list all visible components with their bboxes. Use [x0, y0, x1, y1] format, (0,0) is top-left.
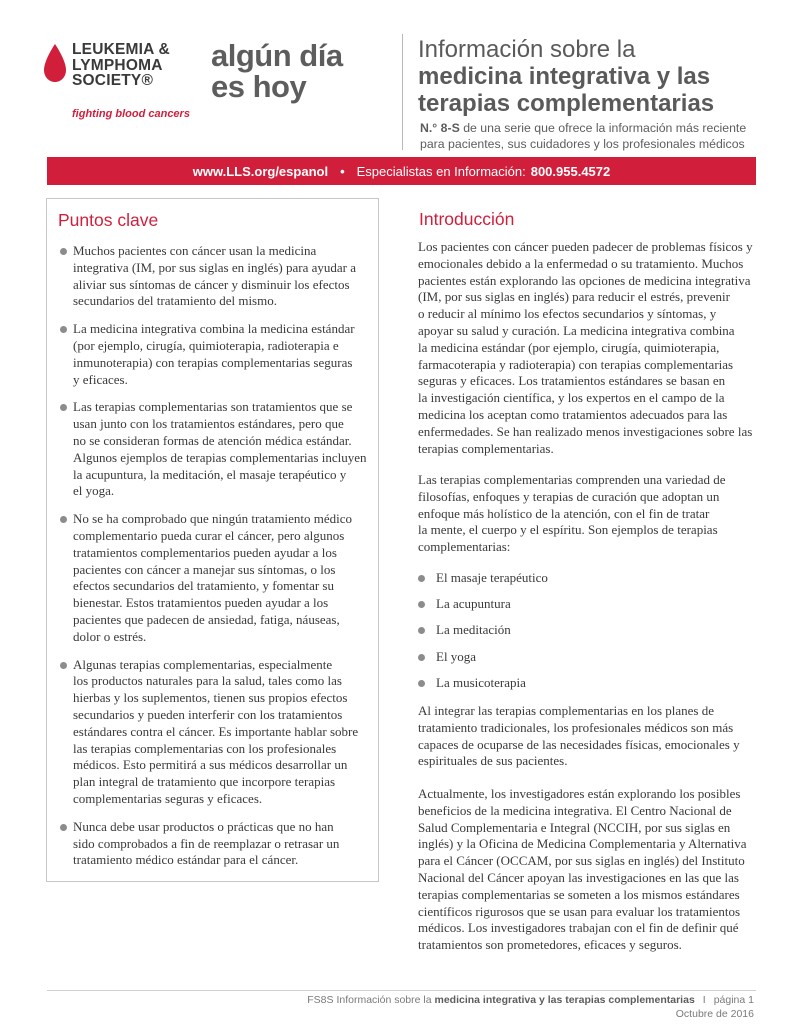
key-point-line: hierbas y los suplementos, tienen sus propios efectos — [73, 690, 348, 706]
key-points-heading: Puntos clave — [58, 210, 159, 230]
therapy-name: La meditación — [436, 622, 511, 638]
paragraph-line: inglés) y la Oficina de Medicina Complementaria y Alternativa — [418, 836, 747, 852]
bullet-icon — [418, 627, 425, 634]
bullet-icon — [418, 680, 425, 687]
organization-name-line: SOCIETY® — [72, 72, 154, 89]
lls-logo — [42, 42, 222, 122]
paragraph-line: beneficios de la medicina integrativa. El Centro Nacional de — [418, 802, 732, 818]
organization-tagline: fighting blood cancers — [72, 108, 190, 120]
paragraph-line: medicina los aceptan como tratamientos adecuados para las — [418, 406, 728, 422]
key-point-item — [60, 399, 372, 500]
key-point-line: no se consideran formas de atención médica estándar. — [73, 432, 352, 448]
paragraph-line: tratamientos son prometedores, eficaces y seguros. — [418, 937, 682, 953]
paragraph-line: terapias complementarias se someten a los mismos estándares — [418, 886, 740, 902]
key-point-line: No se ha comprobado que ningún tratamiento médico — [73, 511, 353, 527]
paragraph-line: (IM, por sus siglas en inglés) para reducir el estrés, prevenir — [418, 289, 730, 305]
key-point-line: la acupuntura, la meditación, el masaje terapéutico y — [73, 466, 347, 482]
paragraph-line: médicos. Los investigadores trabajan con el fin de definir qué — [418, 920, 739, 936]
document-title — [418, 36, 714, 117]
key-point-line: tratamiento médico estándar para el cáncer. — [73, 852, 299, 868]
key-point-item — [60, 321, 372, 388]
paragraph-line: farmacoterapia y radioterapia) con terapias complementarias — [418, 356, 734, 372]
bullet-icon — [60, 326, 67, 333]
key-point-line: Nunca debe usar productos o prácticas que no han — [73, 818, 334, 834]
key-point-line: efectos secundarios del tratamiento, y fomentar su — [73, 578, 334, 594]
organization-name-line: LYMPHOMA — [72, 56, 163, 74]
title-line: medicina integrativa y las — [418, 63, 711, 90]
key-point-line: complementario pueda curar el cáncer, pero algunos — [73, 527, 345, 543]
footer-topic: medicina integrativa y las terapias complementarias — [434, 994, 695, 1006]
paragraph-line: científicos rigurosos que se usan para evaluar los tratamientos — [418, 903, 741, 919]
key-point-line: y eficaces. — [73, 371, 128, 387]
therapy-list — [418, 570, 548, 701]
introduction-paragraph — [418, 239, 753, 457]
key-point-line: dolor o estrés. — [73, 628, 147, 644]
phone-number[interactable]: 800.955.4572 — [530, 163, 611, 179]
bullet-icon — [60, 404, 67, 411]
key-point-line: plan integral de tratamiento que incorpore terapias — [73, 774, 336, 790]
key-point-line: usan junto con los tratamientos estándares, pero que — [73, 416, 344, 432]
key-point-line: secundarios y pueden interferir con los tratamientos — [73, 706, 343, 722]
key-point-line: complementarias seguras y eficaces. — [73, 790, 263, 806]
bullet-icon — [60, 516, 67, 523]
title-line: terapias complementarias — [418, 90, 715, 117]
key-point-line: secundarios del tratamiento del mismo. — [73, 293, 277, 309]
key-point-line: estándares contra el cáncer. Es importante hablar sobre — [73, 723, 359, 739]
series-number: N.° 8-S — [420, 121, 460, 135]
publication-date: Octubre de 2016 — [675, 1008, 754, 1020]
therapy-name: La musicoterapia — [436, 674, 526, 690]
bullet-icon — [60, 248, 67, 255]
key-point-line: Algunos ejemplos de terapias complementarias incluyen — [73, 449, 367, 465]
key-point-line: el yoga. — [73, 483, 115, 499]
paragraph-line: pacientes están explorando las opciones de medicina integrativa — [418, 272, 751, 288]
series-description-line — [420, 121, 765, 137]
slogan — [211, 40, 343, 102]
paragraph-line: Las terapias complementarias comprenden una variedad de — [418, 472, 726, 487]
key-point-line: Algunas terapias complementarias, especialmente — [73, 656, 333, 672]
key-point-line: pacientes que padecen de ansiedad, fatiga, náuseas, — [73, 611, 340, 627]
paragraph-line: seguras y eficaces. Los tratamientos estándares se basan en — [418, 373, 726, 389]
series-description-text: de una serie que ofrece la información más reciente — [459, 121, 747, 135]
therapy-item — [418, 570, 548, 596]
contact-separator: • — [340, 163, 345, 179]
paragraph-line: tratamiento tradicionales, los profesionales médicos son más — [418, 719, 734, 735]
key-points-box — [46, 198, 379, 882]
organization-name — [72, 42, 170, 89]
key-point-line: los productos naturales para la salud, tales como las — [73, 673, 342, 689]
therapy-name: El masaje terapéutico — [436, 570, 548, 585]
therapy-item — [418, 622, 548, 648]
key-point-line: integrativa (IM, por sus siglas en inglés) para ayudar a — [73, 259, 357, 275]
introduction-paragraph — [418, 786, 747, 954]
paragraph-line: Actualmente, los investigadores están explorando los posibles — [418, 786, 741, 801]
key-point-line: las terapias complementarias con los profesionales — [73, 740, 337, 756]
paragraph-line: capaces de ocuparse de las necesidades físicas, emocionales y — [418, 736, 740, 752]
introduction-paragraph — [418, 703, 740, 770]
paragraph-line: para el Cáncer (OCCAM, por sus siglas en inglés) del Instituto — [418, 853, 745, 869]
therapy-name: El yoga — [436, 648, 477, 664]
footer-separator: I — [702, 994, 706, 1006]
key-point-item — [60, 243, 372, 310]
therapy-item — [418, 649, 548, 675]
footer-divider — [47, 990, 756, 991]
bullet-icon — [60, 662, 67, 669]
paragraph-line: o reducir al mínimo los efectos secundarios y síntomas, y — [418, 306, 717, 322]
footer-prefix: FS8S Información sobre la — [307, 994, 435, 1006]
footer-line — [307, 994, 754, 1006]
website-link[interactable]: www.LLS.org/espanol — [192, 163, 329, 179]
therapy-item — [418, 675, 548, 701]
paragraph-line: emocionales debido a la enfermedad o su tratamiento. Muchos — [418, 255, 744, 271]
key-point-line: médicos. Esto permitirá a sus médicos desarrollar un — [73, 757, 348, 773]
bullet-icon — [418, 601, 425, 608]
organization-name-line: LEUKEMIA & — [72, 41, 170, 58]
paragraph-line: espirituales de sus pacientes. — [418, 753, 568, 769]
therapy-name: La acupuntura — [436, 596, 511, 612]
key-point-line: (por ejemplo, cirugía, quimioterapia, radioterapia e — [73, 337, 339, 353]
introduction-heading: Introducción — [419, 209, 515, 229]
paragraph-line: la mente, el cuerpo y el espíritu. Son ejemplos de terapias — [418, 522, 718, 538]
key-point-item — [60, 511, 372, 645]
bullet-icon — [418, 575, 425, 582]
key-point-item — [60, 819, 372, 869]
key-point-line: bienestar. Estos tratamientos pueden ayudar a los — [73, 595, 329, 611]
bullet-icon — [60, 824, 67, 831]
key-point-line: Muchos pacientes con cáncer usan la medicina — [73, 243, 317, 258]
therapy-item — [418, 596, 548, 622]
paragraph-line: Nacional del Cáncer apoyan las investigaciones en las que las — [418, 869, 739, 885]
title-line: Información sobre la — [418, 36, 636, 63]
key-point-line: aliviar sus síntomas de cáncer y disminuir los efectos — [73, 276, 350, 292]
series-description — [420, 121, 765, 152]
paragraph-line: Salud Complementaria e Integral (NCCIH, por sus siglas en — [418, 819, 731, 835]
header-divider — [402, 34, 403, 150]
introduction-paragraph — [418, 472, 726, 556]
contact-bar — [47, 157, 756, 185]
paragraph-line: la investigación científica, y los expertos en el campo de la — [418, 390, 725, 406]
paragraph-line: enfoque más holístico de la atención, con el fin de tratar — [418, 505, 710, 521]
key-point-line: inmunoterapia) con terapias complementarias seguras — [73, 354, 353, 370]
series-description-line: para pacientes, sus cuidadores y los profesionales médicos — [420, 136, 745, 151]
key-point-line: tratamientos complementarios pueden ayudar a los — [73, 544, 337, 560]
key-points-list — [60, 243, 372, 880]
key-point-line: Las terapias complementarias son tratamientos que se — [73, 399, 353, 415]
key-point-line: La medicina integrativa combina la medicina estándar — [73, 321, 355, 337]
key-point-line: pacientes con cáncer a manejar sus síntomas, o los — [73, 561, 336, 577]
slogan-line: es hoy — [211, 69, 307, 104]
paragraph-line: la medicina estándar (por ejemplo, cirugía, quimioterapia, — [418, 339, 720, 355]
paragraph-line: apoyar su salud y curación. La medicina integrativa combina — [418, 322, 735, 338]
paragraph-line: complementarias: — [418, 539, 511, 555]
paragraph-line: enfermedades. Se han realizado menos investigaciones sobre las — [418, 423, 753, 439]
specialists-label: Especialistas en Información: — [356, 163, 526, 179]
blood-drop-icon — [42, 42, 68, 86]
slogan-line: algún día — [211, 38, 343, 73]
key-point-line: sido comprobados a fin de reemplazar o retrasar un — [73, 835, 340, 851]
key-point-item — [60, 657, 372, 808]
page-number: página 1 — [713, 994, 754, 1006]
bullet-icon — [418, 654, 425, 661]
paragraph-line: filosofías, enfoques y terapias de curación que adoptan un — [418, 488, 720, 504]
paragraph-line: terapias complementarias. — [418, 440, 554, 456]
paragraph-line: Los pacientes con cáncer pueden padecer de problemas físicos y — [418, 239, 753, 254]
paragraph-line: Al integrar las terapias complementarias en los planes de — [418, 703, 715, 718]
